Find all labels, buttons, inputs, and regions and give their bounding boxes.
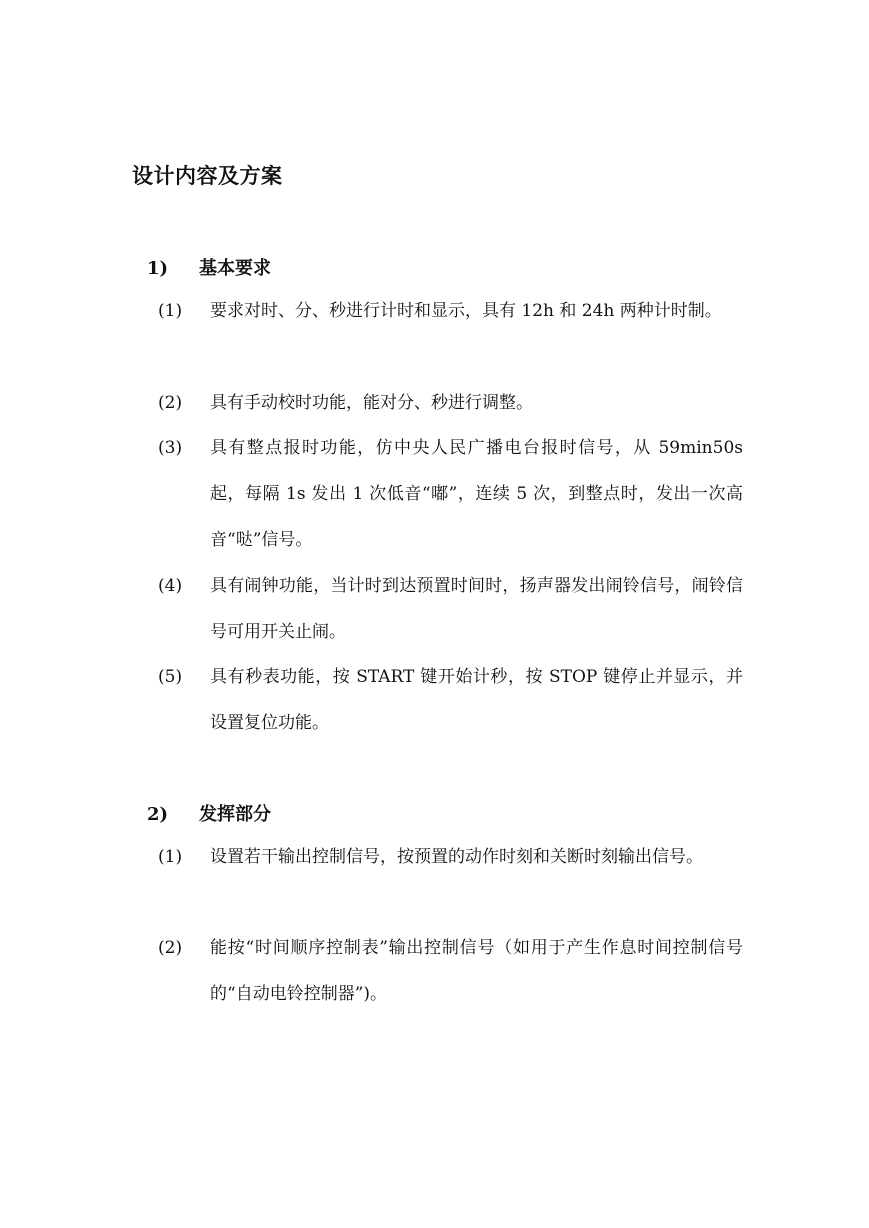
section-title: 基本要求 (199, 258, 271, 279)
item-text: 具有秒表功能，按 START 键开始计秒，按 STOP 键停止并显示，并设置复位功能。 (210, 667, 743, 733)
list-item (158, 380, 743, 426)
section-number: 1) (147, 258, 169, 279)
item-text: 具有手动校时功能，能对分、秒进行调整。 (210, 393, 533, 413)
section-heading-extended (147, 800, 271, 826)
list-item (158, 288, 743, 334)
item-text: 具有整点报时功能，仿中央人民广播电台报时信号，从 59min50s 起，每隔 1s 发出 1 次低音“嘟”，连续 5 次，到整点时，发出一次高音“哒”信号。 (210, 438, 743, 550)
section-number: 2) (147, 804, 169, 825)
list-item (158, 563, 743, 655)
item-number: (1) (158, 847, 183, 867)
list-item (158, 925, 743, 1017)
list-item (158, 834, 743, 880)
section-title: 发挥部分 (199, 804, 271, 825)
item-number: (3) (158, 438, 183, 458)
item-number: (4) (158, 576, 183, 596)
item-number: (1) (158, 301, 183, 321)
item-number: (2) (158, 393, 183, 413)
item-number: (5) (158, 667, 183, 687)
item-text: 能按“时间顺序控制表”输出控制信号（如用于产生作息时间控制信号的“自动电铃控制器”)。 (210, 938, 743, 1004)
item-text: 具有闹钟功能，当计时到达预置时间时，扬声器发出闹铃信号，闹铃信号可用开关止闹。 (210, 576, 743, 642)
item-text: 设置若干输出控制信号，按预置的动作时刻和关断时刻输出信号。 (210, 847, 703, 867)
section-heading-basic (147, 254, 271, 280)
list-item (158, 425, 743, 563)
item-text: 要求对时、分、秒进行计时和显示，具有 12h 和 24h 两种计时制。 (210, 301, 722, 321)
item-number: (2) (158, 938, 183, 958)
page-title: 设计内容及方案 (132, 163, 283, 188)
list-item (158, 654, 743, 746)
